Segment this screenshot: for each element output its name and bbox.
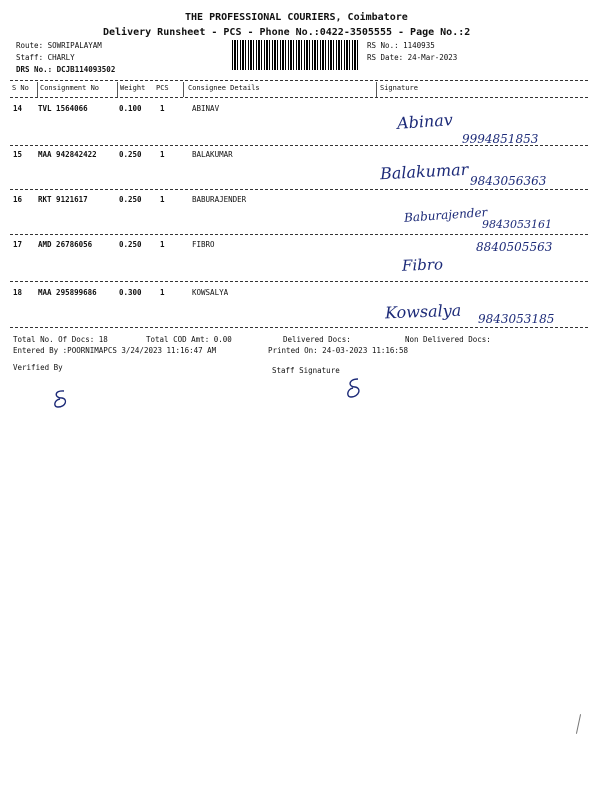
col-sno-header: S No	[12, 84, 29, 92]
scan-mark	[576, 714, 581, 734]
row-sno: 14	[13, 104, 23, 113]
col-weight-header: Weight	[120, 84, 146, 92]
col-consignment-header: Consignment No	[40, 84, 100, 92]
row-pcs: 1	[160, 104, 165, 113]
company-title: THE PROFESSIONAL COURIERS, Coimbatore	[185, 12, 408, 23]
table-bottom-rule	[10, 327, 588, 328]
row-consignment: MAA 942842422	[38, 150, 97, 159]
signature-name: Fibro	[401, 255, 444, 275]
signature-phone: 9843053161	[482, 218, 552, 231]
col-divider	[37, 82, 38, 97]
signature-name: Abinav	[396, 110, 454, 133]
signature-name: Balakumar	[379, 159, 469, 184]
signature-phone: 9994851853	[462, 132, 539, 146]
signature-phone: 9843053185	[478, 312, 555, 326]
row-consignee: KOWSALYA	[192, 288, 229, 297]
drs-number: DRS No.: DCJB114093502	[16, 65, 116, 74]
row-weight: 0.250	[119, 195, 142, 204]
row-weight: 0.250	[119, 150, 142, 159]
row-pcs: 1	[160, 195, 165, 204]
signature-phone: 9843056363	[470, 174, 547, 188]
rs-number: RS No.: 1140935	[367, 41, 435, 50]
row-rule	[10, 234, 588, 235]
row-rule	[10, 189, 588, 190]
row-pcs: 1	[160, 288, 165, 297]
signature-phone: 8840505563	[476, 240, 553, 254]
verified-signature-mark	[50, 388, 70, 410]
staff-signature-mark	[342, 376, 364, 400]
col-divider	[376, 82, 377, 97]
verified-by-label: Verified By	[13, 363, 63, 372]
table-header	[10, 82, 588, 96]
row-sno: 17	[13, 240, 23, 249]
row-consignee: FIBRO	[192, 240, 215, 249]
staff-signature-label: Staff Signature	[272, 366, 340, 375]
row-pcs: 1	[160, 150, 165, 159]
row-weight: 0.300	[119, 288, 142, 297]
entered-by: Entered By :POORNIMAPCS 3/24/2023 11:16:47 AM	[13, 346, 217, 355]
signature-name: Kowsalya	[384, 300, 462, 323]
printed-on: Printed On: 24-03-2023 11:16:58	[268, 346, 408, 355]
row-consignee: BABURAJENDER	[192, 195, 247, 204]
row-sno: 16	[13, 195, 23, 204]
row-sno: 18	[13, 288, 23, 297]
row-sno: 15	[13, 150, 23, 159]
total-docs: Total No. Of Docs: 18	[13, 335, 108, 344]
col-pcs-header: PCS	[156, 84, 169, 92]
runsheet-subtitle: Delivery Runsheet - PCS - Phone No.:0422-3505555 - Page No.:2	[103, 27, 471, 38]
row-consignment: RKT 9121617	[38, 195, 88, 204]
staff-label: Staff: CHARLY	[16, 53, 75, 62]
non-delivered-docs: Non Delivered Docs:	[405, 335, 491, 344]
row-consignment: TVL 1564066	[38, 104, 88, 113]
delivered-docs: Delivered Docs:	[283, 335, 351, 344]
row-consignment: MAA 295899686	[38, 288, 97, 297]
table-header-rule	[10, 97, 588, 98]
signature-name: Baburajender	[403, 205, 488, 225]
total-cod-amount: Total COD Amt: 0.00	[146, 335, 232, 344]
row-rule	[10, 281, 588, 282]
barcode-image	[232, 40, 358, 70]
col-divider	[117, 82, 118, 97]
route-label: Route: SOWRIPALAYAM	[16, 41, 102, 50]
rs-date: RS Date: 24-Mar-2023	[367, 53, 458, 62]
row-weight: 0.100	[119, 104, 142, 113]
col-consignee-header: Consignee Details	[188, 84, 260, 92]
row-consignee: ABINAV	[192, 104, 220, 113]
row-consignment: AMD 26786056	[38, 240, 93, 249]
table-top-rule	[10, 80, 588, 81]
row-consignee: BALAKUMAR	[192, 150, 233, 159]
row-pcs: 1	[160, 240, 165, 249]
col-signature-header: Signature	[380, 84, 418, 92]
row-rule	[10, 145, 588, 146]
row-weight: 0.250	[119, 240, 142, 249]
col-divider	[183, 82, 184, 97]
